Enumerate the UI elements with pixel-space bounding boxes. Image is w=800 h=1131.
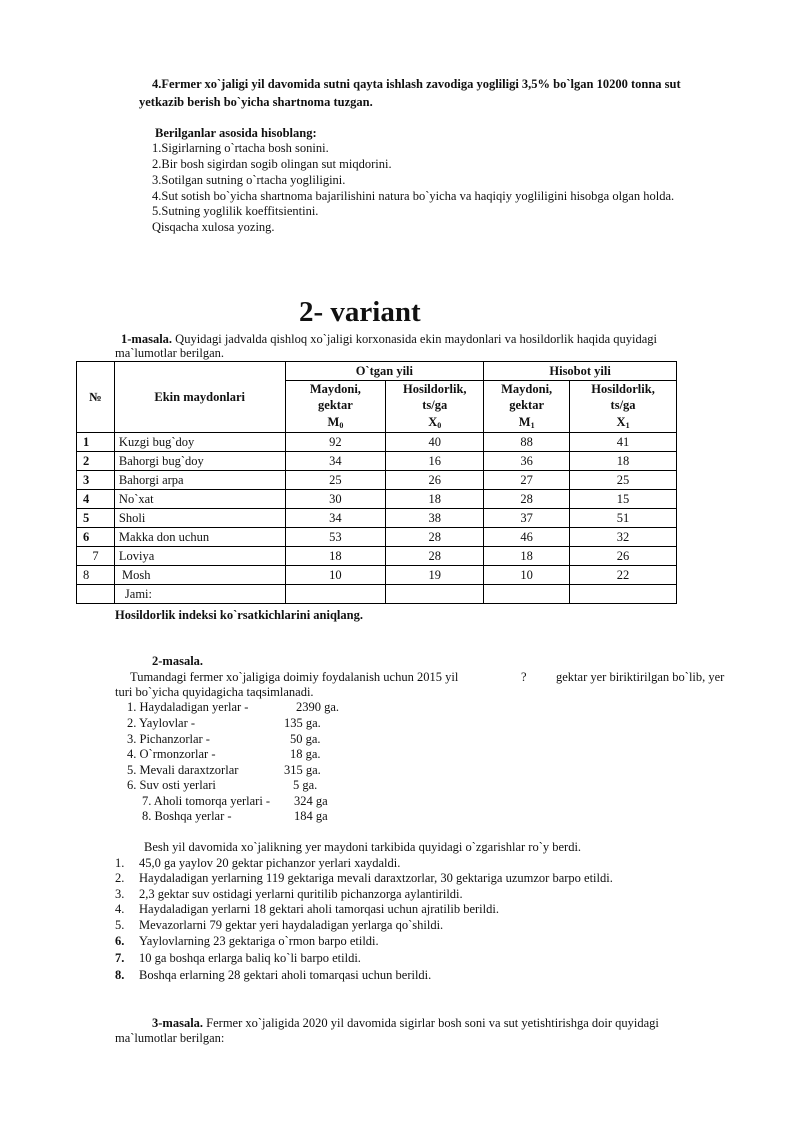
land-item: 4. O`rmonzorlar - [127, 747, 216, 761]
change-item: Haydaladigan yerlarni 18 gektari aholi tamorqasi uchun ajratilib berildi. [139, 902, 499, 916]
land-value: 324 ga [294, 794, 328, 808]
masala1-label: 1-masala. [121, 332, 173, 346]
change-num: 5. [115, 918, 125, 932]
land-value: 315 ga. [284, 763, 321, 777]
land-item: 2. Yaylovlar - [127, 716, 196, 730]
total-label: Jami: [114, 585, 285, 604]
variant-title: 2- variant [299, 296, 421, 328]
intro-item: 5.Sutning yoglilik koeffitsientini. [152, 204, 319, 218]
change-item: Haydaladigan yerlarning 119 gektariga mevali daraxtzorlar, 30 gektariga uzumzor barpo etildi. [139, 871, 613, 885]
intro-line-2: yetkazib berish bo`yicha shartnoma tuzgan. [139, 95, 373, 109]
masala2-text-1b: gektar yer biriktirilgan bo`lib, yer [556, 670, 725, 684]
change-num: 8. [115, 968, 125, 982]
masala3-label: 3-masala. [152, 1016, 204, 1030]
symbol-x1: $X_1$ [570, 413, 677, 433]
table-row: 8 Mosh 10 19 10 22 [77, 566, 677, 585]
table-row: 6 Makka don uchun 53 28 46 32 [77, 528, 677, 547]
col-crop-header: Ekin maydonlari [114, 362, 285, 433]
crop-table [76, 361, 677, 604]
table-row: 4 No`xat 30 18 28 15 [77, 490, 677, 509]
masala1-intro [121, 332, 657, 347]
masala1-text-2: ma`lumotlar berilgan. [115, 346, 224, 360]
table-row: 1 Kuzgi bug`doy 92 40 88 41 [77, 433, 677, 452]
masala2-text-2: turi bo`yicha quyidagicha taqsimlanadi. [115, 685, 314, 699]
symbol-x0: $X_0$ [386, 413, 484, 433]
intro-item: 4.Sut sotish bo`yicha shartnoma bajarilishini natura bo`yicha va haqiqiy yogliligini hisobga olgan holda. [152, 189, 675, 203]
table-total-row [77, 585, 677, 604]
masala1-task: Hosildorlik indeksi ko`rsatkichlarini aniqlang. [115, 608, 363, 622]
land-value: 5 ga. [293, 778, 318, 792]
land-item: 5. Mevali daraxtzorlar [127, 763, 239, 777]
table-row: 7 Loviya 18 28 18 26 [77, 547, 677, 566]
change-num: 1. [115, 856, 125, 870]
group-report-header: Hisobot yili [484, 362, 677, 381]
masala1-text: Quyidagi jadvalda qishloq xo`jaligi korxonasida ekin maydonlari va hosildorlik haqida quyidagi [172, 332, 658, 346]
masala2-qmark: ? [521, 670, 527, 684]
intro-item: 1.Sigirlarning o`rtacha bosh sonini. [152, 141, 329, 155]
intro-heading: Berilganlar asosida hisoblang: [155, 126, 317, 140]
change-item: Mevazorlarni 79 gektar yeri haydaladigan yerlarga qo`shildi. [139, 918, 444, 932]
masala2-label: 2-masala. [152, 654, 204, 668]
land-item: 7. Aholi tomorqa yerlari - [142, 794, 271, 808]
change-item: 10 ga boshqa erlarga baliq ko`li barpo etildi. [139, 951, 361, 965]
intro-item: 3.Sotilgan sutning o`rtacha yogliligini. [152, 173, 346, 187]
land-value: 184 ga [294, 809, 328, 823]
land-value: 50 ga. [290, 732, 321, 746]
change-item: 2,3 gektar suv ostidagi yerlarni quritilib pichanzorga aylantirildi. [139, 887, 463, 901]
symbol-m0: $M_0$ [285, 413, 386, 433]
change-item: Yaylovlarning 23 gektariga o`rmon barpo etildi. [139, 934, 379, 948]
land-item: 6. Suv osti yerlari [127, 778, 216, 792]
col-no-header: № [77, 362, 115, 433]
change-num: 6. [115, 934, 125, 948]
masala3-text-2: ma`lumotlar berilgan: [115, 1031, 225, 1045]
change-item: Boshqa erlarning 28 gektari aholi tomarqasi uchun berildi. [139, 968, 432, 982]
symbol-m1: $M_1$ [484, 413, 570, 433]
area-prev-header: Maydoni, gektar [285, 381, 386, 414]
intro-line-1: 4.Fermer xo`jaligi yil davomida sutni qayta ishlash zavodiga yogliligi 3,5% bo`lgan 10200 tonna sut [152, 77, 681, 91]
table-row: 2 Bahorgi bug`doy 34 16 36 18 [77, 452, 677, 471]
yield-prev-header: Hosildorlik, ts/ga [386, 381, 484, 414]
table-row: 3 Bahorgi arpa 25 26 27 25 [77, 471, 677, 490]
land-value: 135 ga. [284, 716, 321, 730]
yield-report-header: Hosildorlik, ts/ga [570, 381, 677, 414]
masala2-changes-intro: Besh yil davomida xo`jalikning yer maydoni tarkibida quyidagi o`zgarishlar ro`y berdi. [144, 840, 582, 854]
area-report-header: Maydoni, gektar [484, 381, 570, 414]
land-item: 1. Haydaladigan yerlar - [127, 700, 249, 714]
change-item: 45,0 ga yaylov 20 gektar pichanzor yerlari xaydaldi. [139, 856, 401, 870]
masala3-text: Fermer xo`jaligida 2020 yil davomida sigirlar bosh soni va sut yetishtirishga doir quyidagi [203, 1016, 659, 1030]
change-num: 2. [115, 871, 125, 885]
land-item: 3. Pichanzorlar - [127, 732, 210, 746]
masala3-intro [152, 1016, 659, 1031]
change-num: 7. [115, 951, 125, 965]
masala2-text-1: Tumandagi fermer xo`jaligiga doimiy foydalanish uchun 2015 yil [130, 670, 459, 684]
change-num: 4. [115, 902, 125, 916]
table-row: 5 Sholi 34 38 37 51 [77, 509, 677, 528]
land-item: 8. Boshqa yerlar - [142, 809, 232, 823]
group-prev-header: O`tgan yili [285, 362, 484, 381]
change-num: 3. [115, 887, 125, 901]
intro-item: 2.Bir bosh sigirdan sogib olingan sut miqdorini. [152, 157, 392, 171]
land-value: 18 ga. [290, 747, 321, 761]
intro-item: Qisqacha xulosa yozing. [152, 220, 275, 234]
land-value: 2390 ga. [296, 700, 340, 714]
